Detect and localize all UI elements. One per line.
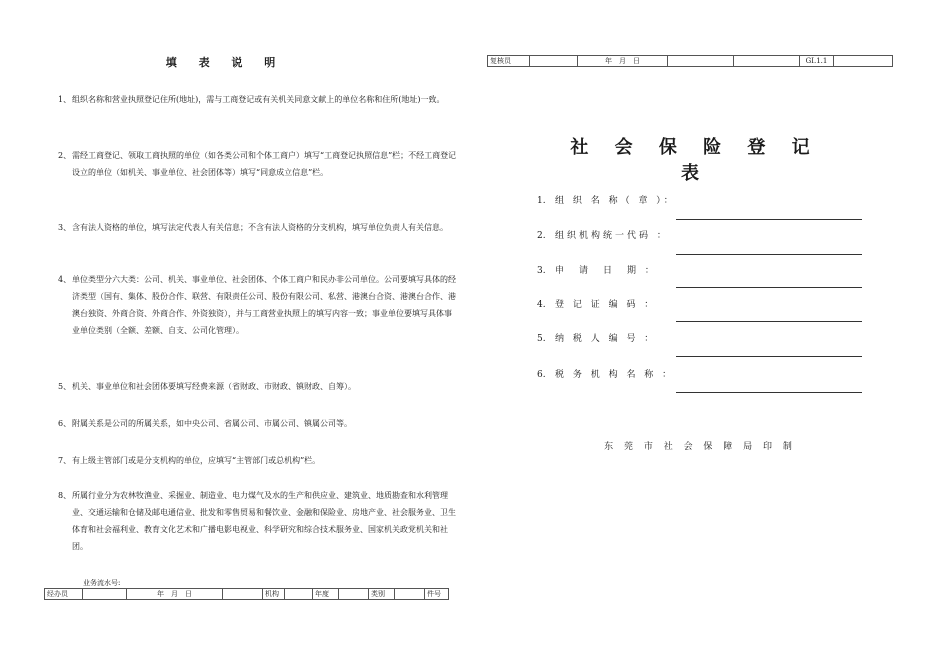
instruction-text: 附属关系是公司的所属关系，如中央公司、省属公司、市属公司、镇属公司等。 <box>72 419 352 428</box>
instruction-item-5 <box>58 378 458 395</box>
year-label: 年度 <box>313 589 339 600</box>
field-label: 申 请 日 期 ： <box>555 266 657 276</box>
field-label: 登 记 证 编 码 ： <box>555 300 657 310</box>
agency-label: 机构 <box>263 589 285 600</box>
field-tax-agency <box>537 367 674 380</box>
field-number: 2. <box>537 231 546 241</box>
application-date-line[interactable] <box>676 287 862 288</box>
instruction-text: 机关、事业单位和社会团体要填写经费来源（省财政、市财政、镇财政、自筹）。 <box>72 382 356 391</box>
year-value-cell <box>339 589 369 600</box>
field-number: 4. <box>537 300 546 310</box>
date-label: 年 月 日 <box>578 56 668 67</box>
field-application-date <box>537 263 657 276</box>
handler-value-cell <box>83 589 127 600</box>
field-label: 纳 税 人 编 号 ： <box>555 334 657 344</box>
instruction-item-8 <box>58 487 458 555</box>
instruction-item-1 <box>58 91 458 108</box>
reviewer-stamp-table <box>487 55 893 67</box>
instruction-text: 需经工商登记、领取工商执照的单位（如各类公司和个体工商户）填写“工商登记执照信息”栏；不经工商登记设立的单位（如机关、事业单位、社会团体等）填写“同意成立信息”栏。 <box>72 151 457 177</box>
agency-value-cell <box>285 589 313 600</box>
publisher-note: 东 莞 市 社 会 保 障 局 印 制 <box>604 442 796 452</box>
form-code: GI.1.1 <box>800 56 834 67</box>
category-label: 类别 <box>369 589 395 600</box>
instruction-number: 5、 <box>58 382 72 391</box>
field-taxpayer-number <box>537 331 656 344</box>
instruction-item-6 <box>58 415 458 432</box>
blank-cell <box>834 56 893 67</box>
instruction-text: 所属行业分为农林牧渔业、采掘业、制造业、电力煤气及水的生产和供应业、建筑业、地质勘查和水利管理业、交通运输和仓储及邮电通信业、批发和零售贸易和餐饮业、金融和保险业、房地产业、社会服务业、卫生体育和社会福利业、教育文化艺术和广播电影电视业、科学研究和综合技术服务业、国家机关政党机关和社团。 <box>72 491 456 551</box>
registration-code-line[interactable] <box>676 321 862 322</box>
instruction-text: 单位类型分六大类：公司、机关、事业单位、社会团体、个体工商户和民办非公司单位。公司要填写具体的经济类型（国有、集体、股份合作、联营、有限责任公司、股份有限公司、私营、港澳台合资、港澳台合作、港澳台独资、外商合资、外商合作、外资独资），并与工商营业执照上的填写内容一致；事业单位要填写具体事业单位类别（全额、差额、自支、公司化管理）。 <box>72 275 456 335</box>
form-title: 社 会 保 险 登 记 表 <box>570 137 820 184</box>
field-number: 3. <box>537 266 546 276</box>
reviewer-label: 复核员 <box>488 56 530 67</box>
instructions-title: 填 表 说 明 <box>165 56 285 69</box>
business-serial-label: 业务流水号: <box>83 579 121 587</box>
field-label: 组织机构统一代码 ： <box>555 231 669 241</box>
organization-name-line[interactable] <box>676 219 862 220</box>
instruction-item-2 <box>58 147 458 181</box>
reviewer-value-cell <box>530 56 578 67</box>
instruction-text: 含有法人资格的单位，填写法定代表人有关信息；不含有法人资格的分支机构，填写单位负责人有关信息。 <box>72 223 448 232</box>
instruction-number: 7、 <box>58 456 72 465</box>
handler-label: 经办员 <box>45 589 83 600</box>
taxpayer-number-line[interactable] <box>676 356 862 357</box>
category-value-cell <box>395 589 425 600</box>
instruction-text: 组织名称和营业执照登记住所(地址)，需与工商登记或有关机关同意文献上的单位名称和住所(地址)一致。 <box>72 95 445 104</box>
field-registration-code <box>537 297 656 310</box>
instruction-number: 6、 <box>58 419 72 428</box>
date-value-cell <box>223 589 263 600</box>
instruction-item-4 <box>58 271 458 339</box>
field-number: 5. <box>537 334 546 344</box>
date-value-cell <box>668 56 734 67</box>
instruction-number: 2、 <box>58 151 72 160</box>
instruction-item-3 <box>58 219 458 236</box>
instruction-number: 1、 <box>58 95 72 104</box>
field-organization-name <box>537 193 676 206</box>
handler-stamp-table <box>44 588 449 600</box>
instruction-item-7 <box>58 452 458 469</box>
date-label: 年 月 日 <box>127 589 223 600</box>
field-number: 6. <box>537 370 546 380</box>
field-number: 1. <box>537 196 546 206</box>
blank-cell <box>734 56 800 67</box>
instruction-number: 8、 <box>58 491 72 500</box>
item-number-label: 件号 <box>425 589 449 600</box>
instruction-text: 有上级主管部门或是分支机构的单位，应填写“主管部门或总机构”栏。 <box>72 456 321 465</box>
instruction-number: 3、 <box>58 223 72 232</box>
field-label: 税 务 机 构 名 称 ： <box>555 370 675 380</box>
org-code-line[interactable] <box>676 254 862 255</box>
field-label: 组 织 名 称（ 章 ）： <box>555 196 676 206</box>
field-org-code <box>537 228 669 241</box>
instruction-number: 4、 <box>58 275 72 284</box>
tax-agency-line[interactable] <box>676 392 862 393</box>
